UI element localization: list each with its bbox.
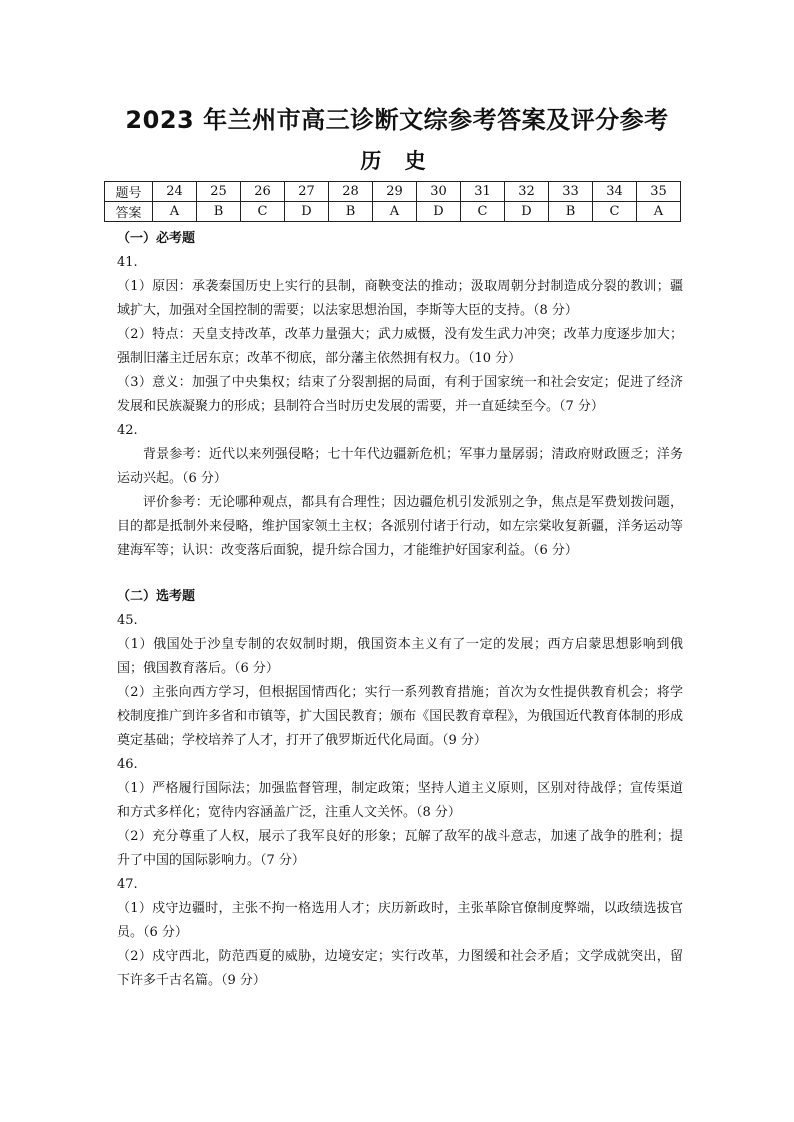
answer-paragraph: （2）戍守西北，防范西夏的威胁，边境安定；实行改革，力图缓和社会矛盾；文学成就突出，留下许多千古名篇。（9 分） [117,949,683,988]
answer-paragraph: （2）特点：天皇支持改革，改革力量强大；武力威慑，没有发生武力冲突；改革力度逐步加大；强制旧藩主迁居东京；改革不彻底，部分藩主依然拥有权力。（10 分） [117,327,683,366]
answer-content [117,227,683,993]
table-cell: 34 [593,182,637,202]
answer-table [104,181,681,222]
question-number-row [105,182,681,202]
table-cell: 27 [285,182,329,202]
table-cell: C [593,202,637,222]
question-number: 45. [117,613,138,628]
table-cell: 26 [241,182,285,202]
table-cell: 32 [505,182,549,202]
table-cell: B [197,202,241,222]
answer-paragraph: （1）严格履行国际法；加强监督管理，制定政策；坚持人道主义原则，区别对待战俘；宣传渠道和方式多样化；宽待内容涵盖广泛，注重人文关怀。（8 分） [117,781,683,820]
subject-heading: 历 史 [360,149,434,173]
answer-paragraph: （2）主张向西方学习，但根据国情西化；实行一系列教育措施；首次为女性提供教育机会；将学校制度推广到许多省和市镇等，扩大国民教育；颁布《国民教育章程》，为俄国近代教育体制的形成奠定基础；学校培养了人才，打开了俄罗斯近代化局面。（9 分） [117,685,683,748]
answer-paragraph: （1）俄国处于沙皇专制的农奴制时期，俄国资本主义有了一定的发展；西方启蒙思想影响到俄国；俄国教育落后。（6 分） [117,637,683,676]
answer-paragraph: （3）意义：加强了中央集权；结束了分裂割据的局面，有利于国家统一和社会安定；促进了经济发展和民族凝聚力的形成；县制符合当时历史发展的需要，并一直延续至今。（7 分） [117,375,683,414]
table-cell: 31 [461,182,505,202]
question-number: 47. [117,877,138,892]
row-label: 题号 [105,182,153,202]
section-heading-elective: （二）选考题 [117,589,196,604]
answer-paragraph: 背景参考：近代以来列强侵略；七十年代边疆新危机；军事力量孱弱；清政府财政匮乏；洋务运动兴起。（6 分） [117,447,683,486]
section-heading-required: （一）必考题 [117,231,196,246]
table-cell: C [241,202,285,222]
table-cell: B [329,202,373,222]
question-number: 41. [117,255,138,270]
table-cell: 29 [373,182,417,202]
page-title: 2023 年兰州市高三诊断文综参考答案及评分参考 [125,106,669,134]
table-cell: 33 [549,182,593,202]
table-cell: 24 [153,182,197,202]
table-cell: A [373,202,417,222]
table-cell: 35 [637,182,681,202]
answer-paragraph: （2）充分尊重了人权，展示了我军良好的形象；瓦解了敌军的战斗意志，加速了战争的胜利；提升了中国的国际影响力。（7 分） [117,829,683,868]
answer-paragraph: 评价参考：无论哪种观点，都具有合理性；因边疆危机引发派别之争，焦点是军费划拨问题，目的都是抵制外来侵略，维护国家领土主权；各派别付诸于行动，如左宗棠收复新疆，洋务运动等建海军等；认识：改变落后面貌，提升综合国力，才能维护好国家利益。（6 分） [117,495,683,558]
question-number: 46. [117,757,138,772]
question-number: 42. [117,423,138,438]
table-cell: C [461,202,505,222]
table-cell: 28 [329,182,373,202]
table-cell: A [637,202,681,222]
table-cell: A [153,202,197,222]
answer-paragraph: （1）戍守边疆时，主张不拘一格选用人才；庆历新政时，主张革除官僚制度弊端，以政绩选拔官员。（6 分） [117,901,683,940]
table-cell: 30 [417,182,461,202]
row-label: 答案 [105,202,153,222]
table-cell: 25 [197,182,241,202]
section-spacer [117,563,683,585]
table-cell: D [285,202,329,222]
table-cell: D [505,202,549,222]
answer-paragraph: （1）原因：承袭秦国历史上实行的县制，商鞅变法的推动；汲取周朝分封制造成分裂的教训；疆域扩大，加强对全国控制的需要；以法家思想治国，李斯等大臣的支持。（8 分） [117,279,683,318]
table-cell: B [549,202,593,222]
answer-row [105,202,681,222]
table-cell: D [417,202,461,222]
